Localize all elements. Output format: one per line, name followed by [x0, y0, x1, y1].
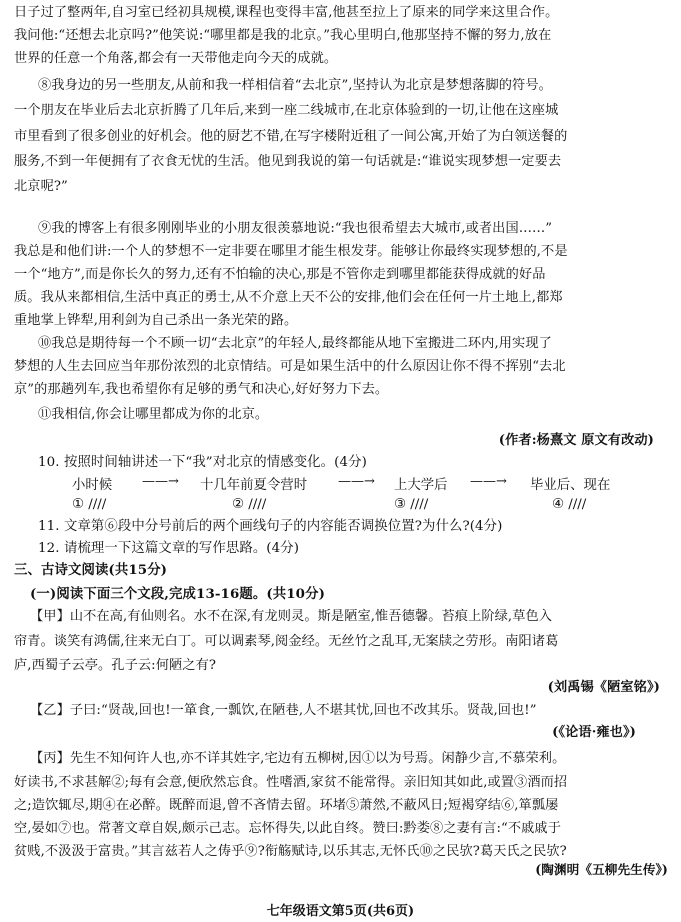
text-jia-line: 【甲】山不在高,有仙则名。水不在深,有龙则灵。斯是陋室,惟吾德馨。苔痕上阶绿,草色入: [30, 609, 553, 624]
passage-paragraph-9: ⑨我的博客上有很多刚刚毕业的小朋友很羡慕地说:“我也很希望去大城市,或者出国……”: [38, 221, 553, 236]
timeline-arrow: ——→: [470, 474, 507, 489]
passage-line: 服务,不到一年便拥有了衣食无忧的生活。他见到我说的第一句话就是:“谁说实现梦想一定要去: [14, 154, 562, 169]
passage-line: 北京呢?”: [14, 179, 68, 194]
text-bing-line: 好读书,不求甚解②;每有会意,便欣然忘食。性嗜酒,家贫不能常得。亲旧知其如此,或置③酒而招: [14, 775, 568, 790]
passage-line: 一个“地方”,而是你长久的努力,还有不怕输的决心,那是不管你走到哪里都能获得成就的好品: [14, 267, 546, 282]
text-bing-line: 【丙】先生不知何许人也,亦不详其姓字,宅边有五柳树,因①以为号焉。闲静少言,不慕荣利。: [30, 751, 566, 766]
timeline-arrow: ——→: [142, 474, 179, 489]
text-yi-line: 【乙】子曰:“贤哉,回也!一箪食,一瓢饮,在陋巷,人不堪其忧,回也不改其乐。贤哉,回也!”: [30, 703, 537, 718]
timeline-blank-2: ② ////: [232, 497, 267, 512]
timeline-stage-3: 上大学后: [394, 478, 448, 493]
text-bing-line: 之;造饮辄尽,期④在必醉。既醉而退,曾不吝情去留。环堵⑤萧然,不蔽风日;短褐穿结⑥,箪瓢屡: [14, 798, 559, 813]
passage-paragraph-10: ⑩我总是期待每一个不顾一切“去北京”的年轻人,最终都能从地下室搬进二环内,用实现了: [38, 336, 552, 351]
page-footer: 七年级语文第5页(共6页): [266, 904, 415, 919]
passage-paragraph-8: ⑧我身边的另一些朋友,从前和我一样相信着“去北京”,坚持认为北京是梦想落脚的符号。: [38, 78, 552, 93]
subsection-heading: (一)阅读下面三个文段,完成13-16题。(共10分): [30, 586, 326, 602]
passage-line: 重地掌上铧犁,用利剑为自己杀出一条光荣的路。: [14, 313, 298, 328]
timeline-stage-1: 小时候: [72, 478, 113, 493]
passage-line: 我问他:“还想去北京吗?”他笑说:“哪里都是我的北京。”我心里明白,他那坚持不懈的努力,放在: [14, 28, 552, 43]
timeline-stage-2: 十几年前夏令营时: [200, 478, 308, 493]
question-10: 10. 按照时间轴讲述一下“我”对北京的情感变化。(4分): [38, 455, 367, 470]
passage-line: 日子过了整两年,自习室已经初具规模,课程也变得丰富,他甚至拉上了原来的同学来这里合作。: [14, 5, 559, 20]
author-attribution: (作者:杨熹文 原文有改动): [498, 433, 654, 448]
timeline-arrow: ——→: [338, 474, 375, 489]
text-bing-line: 空,晏如⑦也。常著文章自娱,颇示己志。忘怀得失,以此自终。赞曰:黔娄⑧之妻有言:“不戚戚于: [14, 821, 562, 836]
passage-paragraph-11: ⑪我相信,你会让哪里都成为你的北京。: [38, 407, 269, 422]
source-yi: (《论语·雍也》): [552, 725, 636, 740]
passage-line: 市里看到了很多创业的好机会。他的厨艺不错,在写字楼附近租了一间公寓,开始了为白领送餐的: [14, 129, 568, 144]
passage-line: 一个朋友在毕业后去北京折腾了几年后,来到一座二线城市,在北京体验到的一切,让他在这座城: [14, 103, 559, 118]
section-heading: 三、古诗文阅读(共15分): [14, 562, 168, 578]
text-jia-line: 帘青。谈笑有鸿儒,往来无白丁。可以调素琴,阅金经。无丝竹之乱耳,无案牍之劳形。南阳诸葛: [14, 634, 559, 649]
passage-line: 我总是和他们讲:一个人的梦想不一定非要在哪里才能生根发芽。能够让你最终实现梦想的,不是: [14, 244, 568, 259]
passage-line: 梦想的人生去回应当年那份浓烈的北京情结。可是如果生活中的什么原因让你不得不挥别“去北: [14, 359, 566, 374]
passage-line: 世界的任意一个角落,都会有一天带他走向今天的成就。: [14, 51, 338, 66]
timeline-blank-1: ① ////: [72, 497, 107, 512]
timeline-blank-3: ③ ////: [394, 497, 429, 512]
source-jia: (刘禹锡《陋室铭》): [547, 680, 660, 695]
text-bing-line: 贫贱,不汲汲于富贵。”其言兹若人之俦乎⑨?衔觞赋诗,以乐其志,无怀氏⑩之民欤?葛天氏之民欤?: [14, 844, 567, 859]
timeline-blank-4: ④ ////: [552, 497, 587, 512]
question-12: 12. 请梳理一下这篇文章的写作思路。(4分): [38, 541, 300, 556]
text-jia-line: 庐,西蜀子云亭。孔子云:何陋之有?: [14, 658, 217, 673]
passage-line: 京”的那趟列车,我也希望你有足够的勇气和决心,好好努力下去。: [14, 382, 389, 397]
timeline-stage-4: 毕业后、现在: [530, 478, 611, 493]
source-bing: (陶渊明《五柳先生传》): [535, 862, 668, 877]
passage-line: 质。我从来都相信,生活中真正的勇士,从不介意上天不公的安排,他们会在任何一片土地上,都郑: [14, 290, 563, 305]
question-11: 11. 文章第⑥段中分号前后的两个画线句子的内容能否调换位置?为什么?(4分): [38, 519, 503, 534]
